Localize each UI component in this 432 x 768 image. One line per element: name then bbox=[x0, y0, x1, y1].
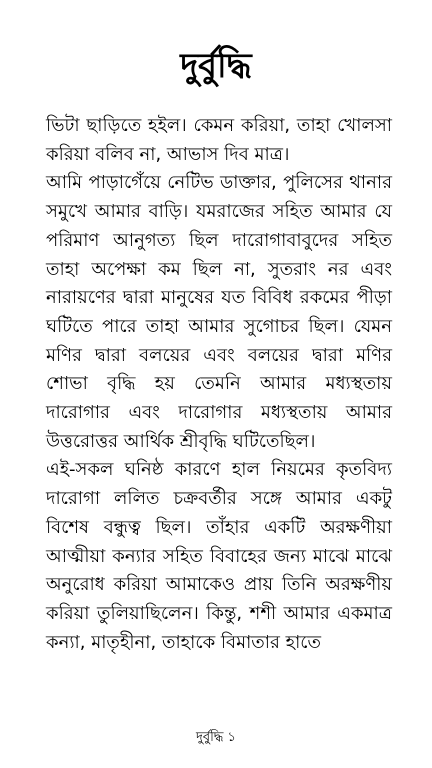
page-title: দুর্বুদ্ধি bbox=[180, 46, 252, 86]
page-footer: দুর্বুদ্ধি ১ bbox=[196, 730, 236, 745]
paragraph: ভিটা ছাড়িতে হইল। কেমন করিয়া, তাহা খোলসা করিয়া বলিব না, আভাস দিব মাত্র। bbox=[46, 115, 392, 165]
paragraph: এই-সকল ঘনিষ্ঠ কারণে হাল নিয়মের কৃতবিদ্য দারোগা ললিত চক্রবর্তীর সঙ্গে আমার একটু বিশেষ বন্ধুত্ব ছিল। তাঁহার একটি অরক্ষণীয়া আত্মীয়া কন্যার সহিত বিবাহের জন্য মাঝে মাঝে অনুরোধ করিয়া আমাকেও প্রায় তিনি অরক্ষণীয় করিয়া তুলিয়াছিলেন। কিন্তু, শশী আমার একমাত্র কন্যা, মাতৃহীনা, তাহাকে বিমাতার হাতে bbox=[46, 459, 392, 653]
body-text bbox=[46, 112, 392, 657]
paragraph: আমি পাড়াগেঁয়ে নেটিভ ডাক্তার, পুলিসের থানার সমুখে আমার বাড়ি। যমরাজের সহিত আমার যে পরিমাণ আনুগত্য ছিল দারোগাবাবুদের সহিত তাহা অপেক্ষা কম ছিল না, সুতরাং নর এবং নারায়ণের দ্বারা মানুষের যত বিবিধ রকমের পীড়া ঘটিতে পারে তাহা আমার সুগোচর ছিল। যেমন মণির দ্বারা বলয়ের এবং বলয়ের দ্বারা মণির শোভা বৃদ্ধি হয় তেমনি আমার মধ্যস্থতায় দারোগার এবং দারোগার মধ্যস্থতায় আমার উত্তরোত্তর আর্থিক শ্রীবৃদ্ধি ঘটিতেছিল। bbox=[46, 172, 392, 452]
